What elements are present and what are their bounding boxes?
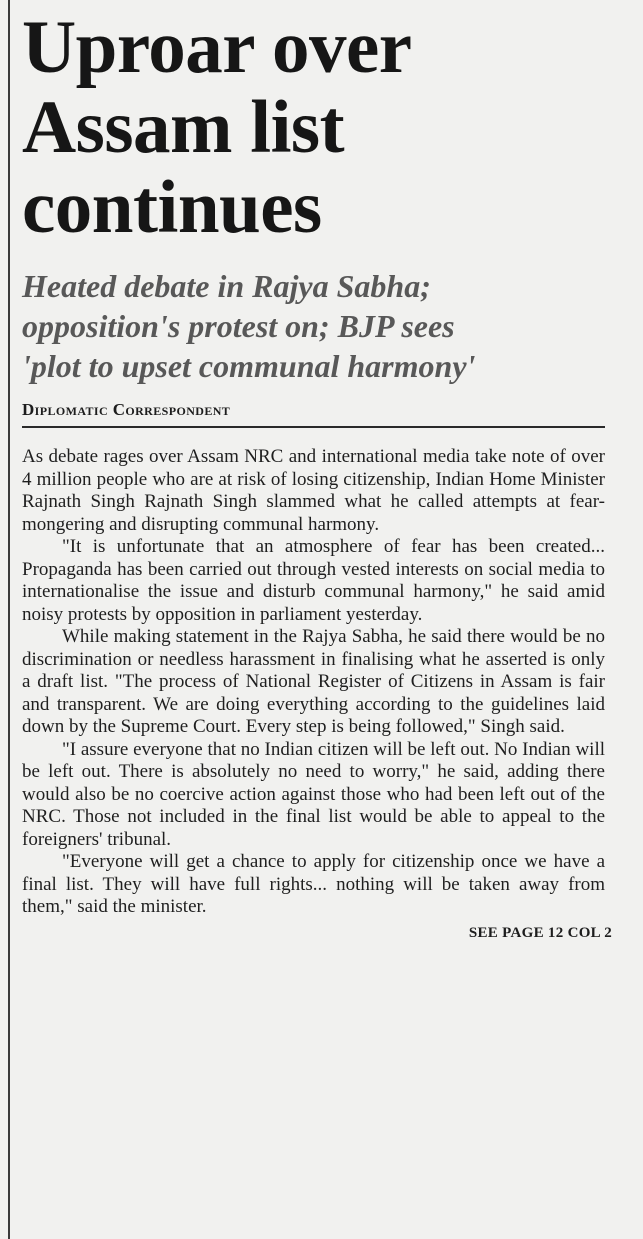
paragraph-1: As debate rages over Assam NRC and international media take note of over 4 million people who are at risk of losing citizenship, Indian Home Minister Rajnath Singh Rajnath Singh slammed what he called attempts at fear-mongering and disrupting communal harmony.: [22, 446, 605, 535]
headline-line-2: Assam list: [22, 86, 345, 169]
paragraph-2: "It is unfortunate that an atmosphere of fear has been created... Propaganda has been carried out through vested interests on social media to internationalise the issue and disturb communal harmony," he said amid noisy protests by opposition in parliament yesterday.: [22, 536, 605, 625]
headline-line-1: Uproar over: [22, 6, 412, 89]
subhead-line-1: Heated debate in Rajya Sabha;: [22, 268, 431, 304]
subheadline: [22, 266, 612, 386]
paragraph-5: "Everyone will get a chance to apply for citizenship once we have a final list. They will have full rights... nothing will be taken away from them," said the minister.: [22, 851, 605, 917]
continuation-note: SEE PAGE 12 COL 2: [468, 924, 612, 941]
subhead-line-2: opposition's protest on; BJP sees: [22, 308, 455, 344]
headline: [22, 0, 612, 248]
subhead-line-3: 'plot to upset communal harmony': [22, 348, 476, 384]
article-body: [22, 446, 605, 919]
headline-line-3: continues: [22, 166, 322, 249]
paragraph-3: While making statement in the Rajya Sabha, he said there would be no discrimination or needless harassment in finalising what he asserted is only a draft list. "The process of National Register of Citizens in Assam is fair and transparent. We are doing everything according to the guidelines laid down by the Supreme Court. Every step is being followed," Singh said.: [22, 626, 605, 737]
byline: Diplomatic Correspondent: [22, 400, 605, 428]
column-rule: [8, 0, 10, 1239]
news-article: [22, 0, 612, 942]
paragraph-4: "I assure everyone that no Indian citizen will be left out. No Indian will be left out. There is absolutely no need to worry," he said, adding there would also be no coercive action against those who had been left out of the NRC. Those not included in the final list would be able to appeal to the foreigners' tribunal.: [22, 738, 605, 850]
